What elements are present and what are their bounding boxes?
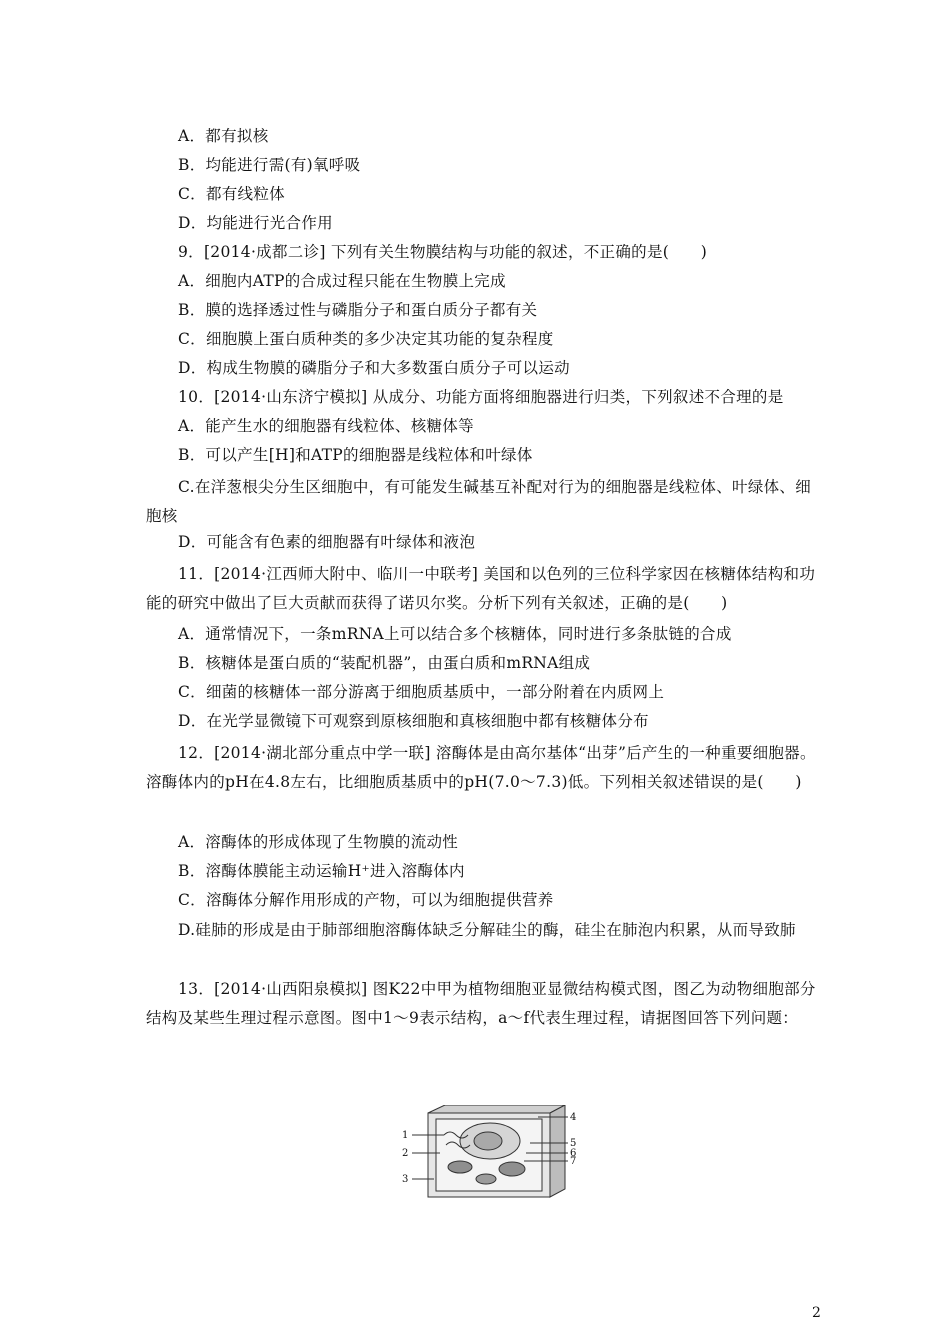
- option-line: C．溶酶体分解作用形成的产物，可以为细胞提供营养: [178, 891, 554, 909]
- figure-label: 3: [402, 1174, 409, 1185]
- figure-label: 1: [402, 1130, 409, 1141]
- option-line: B．均能进行需(有)氧呼吸: [178, 156, 361, 174]
- question-12: 12．[2014·湖北部分重点中学一联] 溶酶体是由高尔基体“出芽”后产生的一种重要细胞器。溶酶体内的pH在4.8左右，比细胞质基质中的pH(7.0～7.3)低。下列相关叙述错误的是( ): [146, 744, 816, 791]
- option-line: C．都有线粒体: [178, 185, 285, 203]
- question-9: 9．[2014·成都二诊] 下列有关生物膜结构与功能的叙述，不正确的是( ): [178, 243, 708, 261]
- page-number: 2: [812, 1305, 821, 1321]
- figure-label: 2: [402, 1148, 409, 1159]
- option-line: D．在光学显微镜下可观察到原核细胞和真核细胞中都有核糖体分布: [178, 712, 649, 730]
- option-line: A．溶酶体的形成体现了生物膜的流动性: [178, 833, 459, 851]
- figure-label: 7: [570, 1156, 577, 1167]
- plant-cell-diagram: [400, 1105, 585, 1205]
- option-line: C.在洋葱根尖分生区细胞中，有可能发生碱基互补配对行为的细胞器是线粒体、叶绿体、细胞核: [146, 478, 812, 525]
- option-line: B．可以产生[H]和ATP的细胞器是线粒体和叶绿体: [178, 446, 533, 464]
- option-line: D．均能进行光合作用: [178, 214, 333, 232]
- option-line: C．细菌的核糖体一部分游离于细胞质基质中，一部分附着在内质网上: [178, 683, 665, 701]
- figure-label: 4: [570, 1112, 577, 1123]
- option-line: B．膜的选择透过性与磷脂分子和蛋白质分子都有关: [178, 301, 538, 319]
- option-line: C．细胞膜上蛋白质种类的多少决定其功能的复杂程度: [178, 330, 554, 348]
- question-10: 10．[2014·山东济宁模拟] 从成分、功能方面将细胞器进行归类，下列叙述不合理的是: [178, 388, 784, 406]
- question-11: 11．[2014·江西师大附中、临川一中联考] 美国和以色列的三位科学家因在核糖体结构和功能的研究中做出了巨大贡献而获得了诺贝尔奖。分析下列有关叙述，正确的是( ): [146, 565, 816, 612]
- option-line: A．能产生水的细胞器有线粒体、核糖体等: [178, 417, 474, 435]
- figure-label: 6: [570, 1148, 577, 1159]
- option-line: A．细胞内ATP的合成过程只能在生物膜上完成: [178, 272, 506, 290]
- option-line: B．溶酶体膜能主动运输H⁺进入溶酶体内: [178, 862, 465, 880]
- option-line: D.硅肺的形成是由于肺部细胞溶酶体缺乏分解硅尘的酶，硅尘在肺泡内积累，从而导致肺: [178, 921, 796, 939]
- option-line: B．核糖体是蛋白质的“装配机器”，由蛋白质和mRNA组成: [178, 654, 591, 672]
- question-13: 13．[2014·山西阳泉模拟] 图K22中甲为植物细胞亚显微结构模式图，图乙为动物细胞部分结构及某些生理过程示意图。图中1～9表示结构，a～f代表生理过程，请据图回答下列问题：: [146, 980, 816, 1027]
- figure-label: 5: [570, 1138, 577, 1149]
- option-line: A．通常情况下，一条mRNA上可以结合多个核糖体，同时进行多条肽链的合成: [178, 625, 732, 643]
- option-line: D．可能含有色素的细胞器有叶绿体和液泡: [178, 533, 476, 551]
- option-line: A．都有拟核: [178, 127, 269, 145]
- option-line: D．构成生物膜的磷脂分子和大多数蛋白质分子可以运动: [178, 359, 570, 377]
